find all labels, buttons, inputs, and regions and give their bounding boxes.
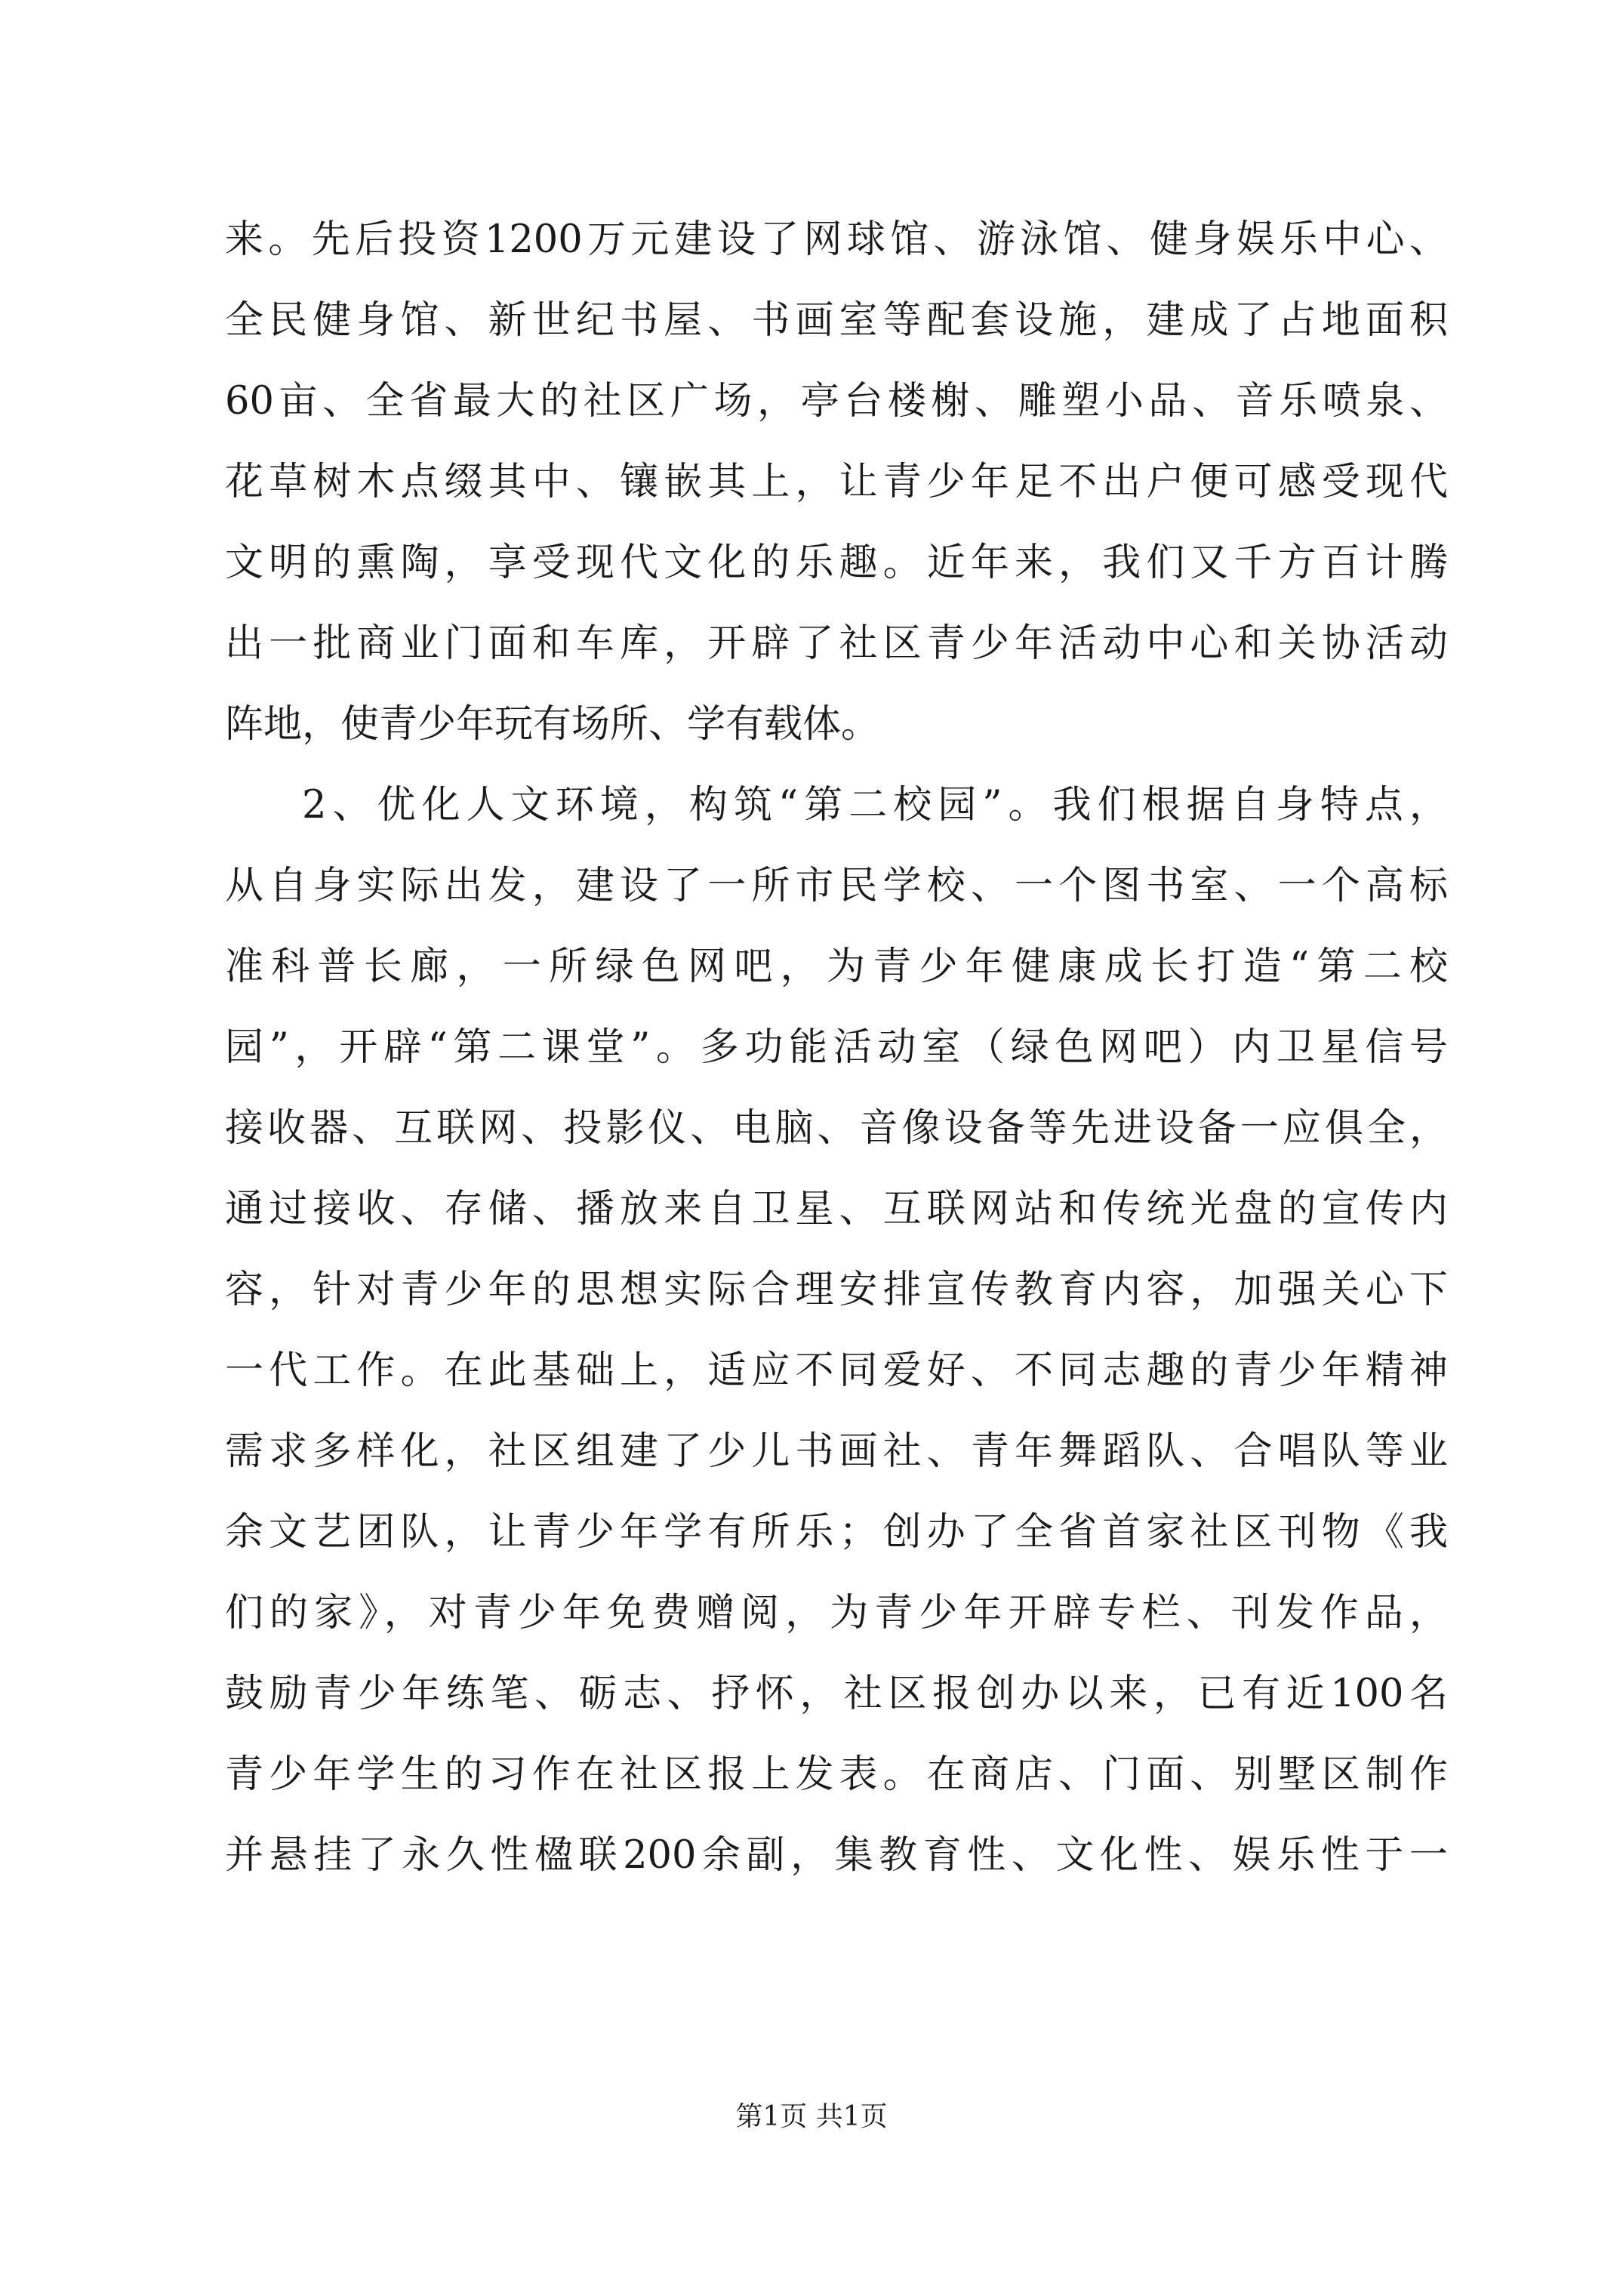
body-line-21: 并悬挂了永久性楹联200余副，集教育性、文化性、娱乐性于一: [225, 1833, 1448, 1878]
body-line-6: 出一批商业门面和车库，开辟了社区青少年活动中心和关协活动: [225, 621, 1448, 666]
body-line-9: 从自身实际出发，建设了一所市民学校、一个图书室、一个高标: [225, 864, 1448, 908]
page-footer: 第1页 共1页: [735, 2101, 888, 2132]
body-line-1: 来。先后投资1200万元建设了网球馆、游泳馆、健身娱乐中心、: [225, 217, 1448, 262]
body-line-15: 一代工作。在此基础上，适应不同爱好、不同志趣的青少年精神: [225, 1348, 1448, 1393]
body-line-4: 花草树木点缀其中、镶嵌其上，让青少年足不出户便可感受现代: [225, 460, 1448, 504]
body-line-5: 文明的熏陶，享受现代文化的乐趣。近年来，我们又千方百计腾: [225, 541, 1448, 585]
body-line-16: 需求多样化，社区组建了少儿书画社、青年舞蹈队、合唱队等业: [225, 1429, 1448, 1474]
body-line-2: 全民健身馆、新世纪书屋、书画室等配套设施，建成了占地面积: [225, 298, 1448, 343]
body-line-7: 阵地，使青少年玩有场所、学有载体。: [225, 702, 880, 747]
body-line-8: 2、优化人文环境，构筑“第二校园”。我们根据自身特点，: [302, 783, 1448, 827]
body-line-10: 准科普长廊，一所绿色网吧，为青少年健康成长打造“第二校: [225, 945, 1448, 989]
body-line-13: 通过接收、存储、播放来自卫星、互联网站和传统光盘的宣传内: [225, 1187, 1448, 1231]
body-line-17: 余文艺团队，让青少年学有所乐；创办了全省首家社区刊物《我: [225, 1510, 1448, 1555]
body-line-11: 园”，开辟“第二课堂”。多功能活动室（绿色网吧）内卫星信号: [225, 1025, 1448, 1070]
body-line-19: 鼓励青少年练笔、砺志、抒怀，社区报创办以来，已有近100名: [225, 1672, 1448, 1716]
body-line-18: 们的家》，对青少年免费赠阅，为青少年开辟专栏、刊发作品，: [225, 1591, 1448, 1635]
body-line-20: 青少年学生的习作在社区报上发表。在商店、门面、别墅区制作: [225, 1752, 1448, 1797]
body-line-12: 接收器、互联网、投影仪、电脑、音像设备等先进设备一应俱全，: [225, 1106, 1448, 1151]
body-line-3: 60亩、全省最大的社区广场，亭台楼榭、雕塑小品、音乐喷泉、: [225, 379, 1448, 424]
body-line-14: 容，针对青少年的思想实际合理安排宣传教育内容，加强关心下: [225, 1268, 1448, 1312]
